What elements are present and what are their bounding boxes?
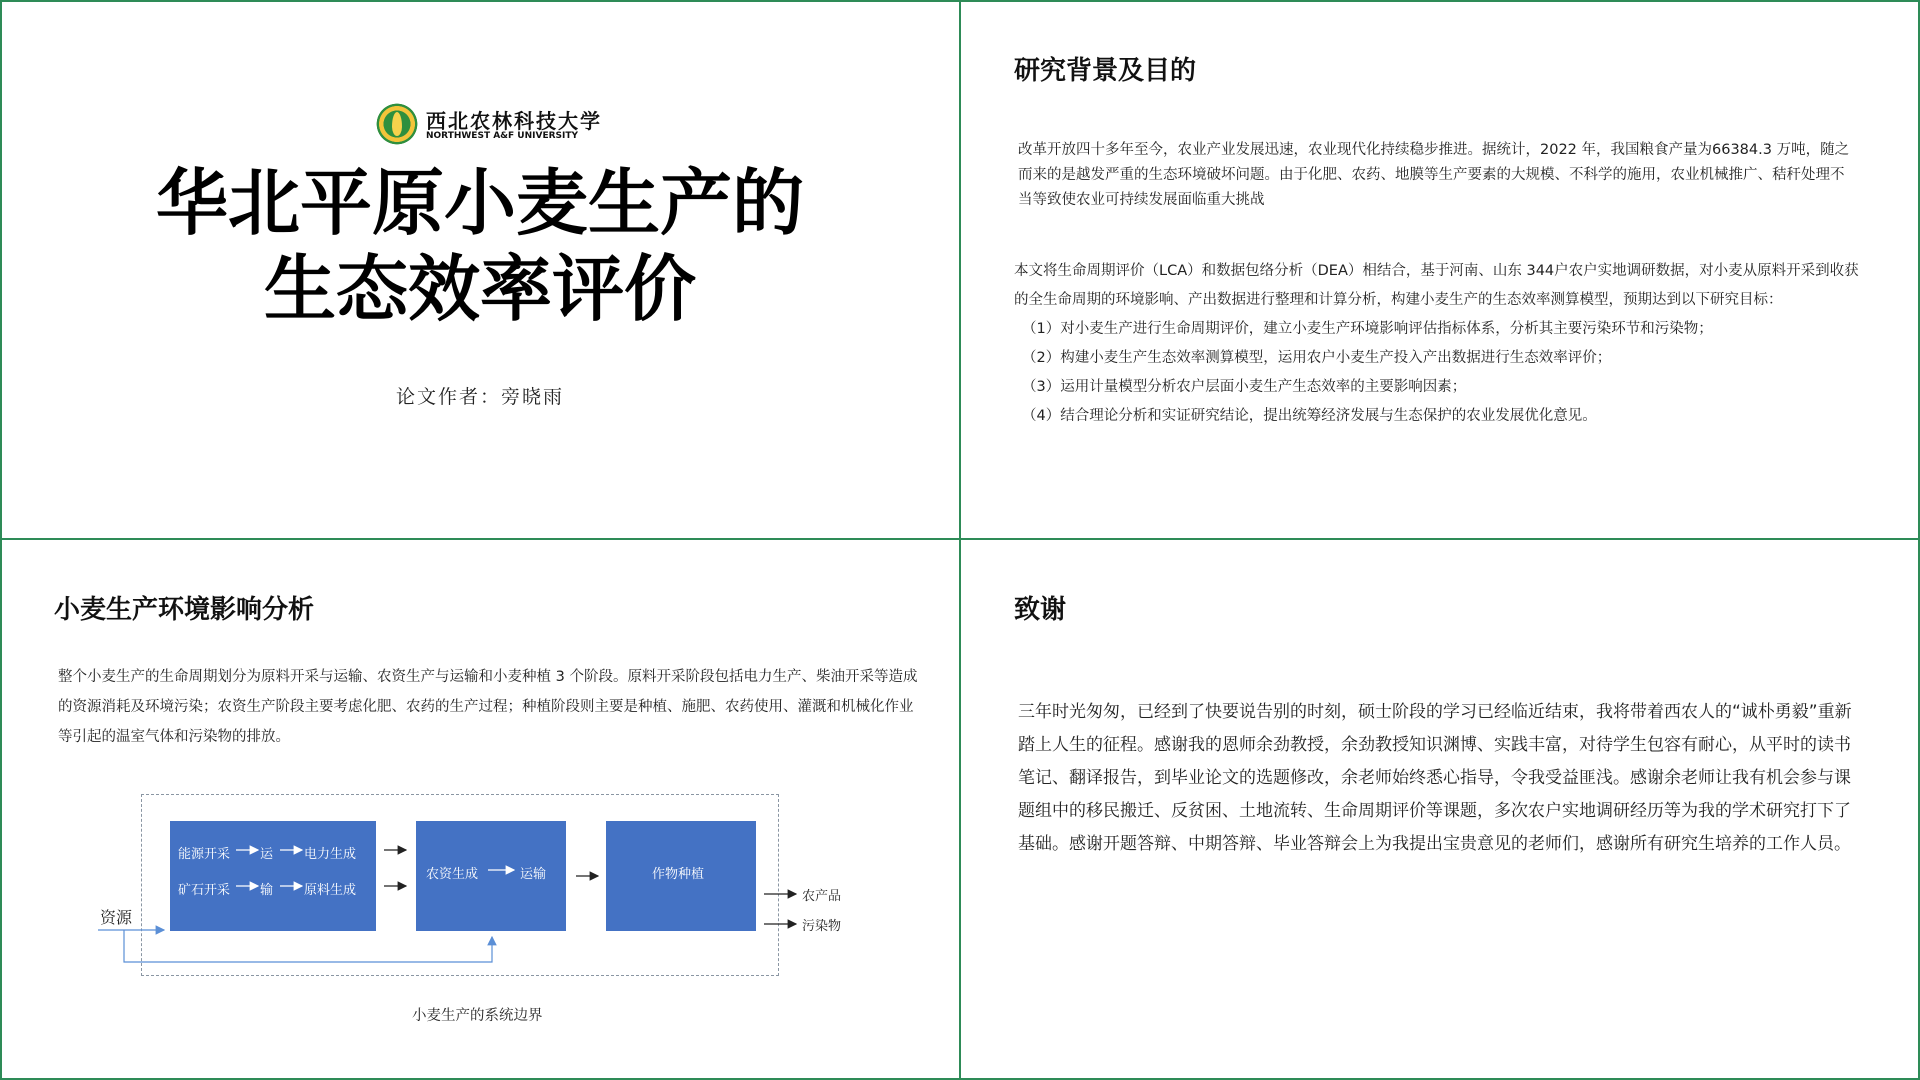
horizontal-divider [0, 538, 1920, 540]
transport-label-bottom: 输 [260, 883, 274, 898]
slide-environment-analysis[interactable] [2, 541, 958, 1077]
energy-mining-label: 能源开采 [178, 847, 231, 862]
university-seal-icon [376, 103, 418, 145]
slide-heading: 致谢 [1014, 595, 1067, 625]
goal-item: （4）结合理论分析和实证研究结论，提出统筹经济发展与生态保护的农业发展优化意见。 [1022, 408, 1597, 424]
diagram-caption: 小麦生产的系统边界 [412, 1008, 543, 1024]
material-generation-label: 原料生成 [304, 883, 357, 898]
logo-chinese-name: 西北农林科技大学 [426, 109, 602, 133]
thesis-title [2, 160, 958, 332]
lifecycle-paragraph: 整个小麦生产的生命周期划分为原料开采与运输、农资生产与运输和小麦种植 3 个阶段。原料开采阶段包括电力生产、柴油开采等造成的资源消耗及环境污染；农资生产阶段主要考虑化肥、农药的生产过程；种植阶段则主要是种植、施肥、农药使用、灌溉和机械化作业等引起的温室气体和污染物的排放。 [58, 669, 918, 745]
slide-background[interactable] [962, 2, 1918, 538]
logo-english-name: NORTHWEST A&F UNIVERSITY [426, 131, 579, 141]
ore-mining-label: 矿石开采 [178, 883, 231, 898]
goal-item: （1）对小麦生产进行生命周期评价，建立小麦生产环境影响评估指标体系，分析其主要污染环节和污染物； [1022, 321, 1713, 337]
transport-label-top: 运 [260, 847, 274, 862]
power-generation-label: 电力生成 [304, 847, 357, 862]
agri-input-production-label: 农资生成 [426, 867, 479, 882]
diagram-arrows [88, 787, 808, 1057]
vertical-divider [959, 0, 961, 1080]
background-paragraph: 改革开放四十多年至今，农业产业发展迅速，农业现代化持续稳步推进。据统计，2022 年，我国粮食产量为66384.3 万吨，随之而来的是越发严重的生态环境破坏问题。由于化肥、农药、地膜等生产要素的大规模、不科学的施用，农业机械推广、秸秆处理不当等致使农业可持续发展面临重大挑战 [1018, 142, 1850, 208]
slide-acknowledgements[interactable] [962, 541, 1918, 1077]
agri-transport-label: 运输 [520, 867, 547, 882]
author-line: 论文作者：旁晓雨 [395, 386, 564, 408]
resource-input-label: 资源 [100, 908, 133, 927]
goal-item: （3）运用计量模型分析农户层面小麦生产生态效率的主要影响因素； [1022, 379, 1467, 395]
method-paragraph [1014, 257, 1864, 431]
crop-planting-label: 作物种植 [652, 867, 705, 882]
slide-heading: 小麦生产环境影响分析 [54, 595, 315, 625]
output-pollutant-label: 污染物 [802, 919, 842, 934]
acknowledgement-paragraph: 三年时光匆匆，已经到了快要说告别的时刻，硕士阶段的学习已经临近结束，我将带着西农人的“诚朴勇毅”重新踏上人生的征程。感谢我的恩师余劲教授，余劲教授知识渊博、实践丰富，对待学生包容有耐心，从平时的读书笔记、翻译报告，到毕业论文的选题修改，余老师始终悉心指导，令我受益匪浅。感谢余老师让我有机会参与课题组中的移民搬迁、反贫困、土地流转、生命周期评价等课题，多次农户实地调研经历等为我的学术研究打下了基础。感谢开题答辩、中期答辩、毕业答辩会上为我提出宝贵意见的老师们，感谢所有研究生培养的工作人员。 [1018, 702, 1852, 854]
output-product-label: 农产品 [802, 889, 842, 904]
system-boundary-diagram [88, 787, 842, 1057]
title-line-2: 生态效率评价 [263, 247, 696, 331]
university-logo [376, 103, 602, 149]
title-line-1: 华北平原小麦生产的 [155, 161, 804, 245]
slide-title[interactable] [2, 2, 958, 538]
goal-item: （2）构建小麦生产生态效率测算模型，运用农户小麦生产投入产出数据进行生态效率评价； [1022, 350, 1612, 366]
slide-heading: 研究背景及目的 [1014, 56, 1197, 86]
method-text: 本文将生命周期评价（LCA）和数据包络分析（DEA）相结合，基于河南、山东 344户农户实地调研数据，对小麦从原料开采到收获的全生命周期的环境影响、产出数据进行整理和计算分析，构建小麦生产的生态效率测算模型，预期达到以下研究目标： [1014, 263, 1859, 308]
